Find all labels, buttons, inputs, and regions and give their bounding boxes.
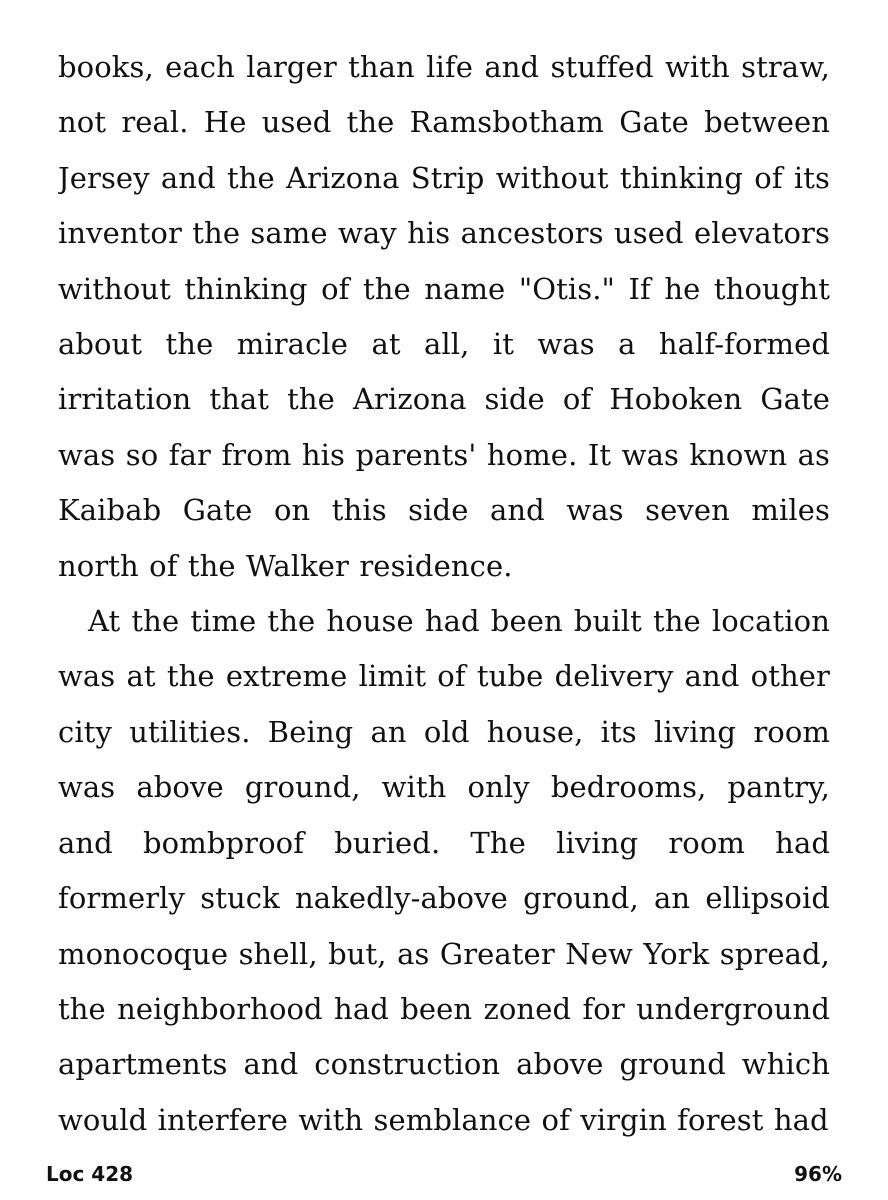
reader-page[interactable] [58, 40, 830, 1150]
location-indicator: Loc 428 [46, 1162, 134, 1186]
reading-progress: 96% [794, 1162, 842, 1186]
paragraph-1: books, each larger than life and stuffed with straw, not real. He used the Ramsbotham Gate between Jersey and the Arizona Strip without thinking of its inventor the same way his ancestors used elevators without thinking of the name "Otis." If he thought about the miracle at all, it was a half-formed irritation that the Arizona side of Hoboken Gate was so far from his parents' home. It was known as Kaibab Gate on this side and was seven miles north of the Walker residence. [58, 50, 830, 583]
paragraph-2: At the time the house had been built the location was at the extreme limit of tube delivery and other city utilities. Being an old house, its living room was above ground, with only bedrooms, pantry, and bombproof buried. The living room had formerly stuck nakedly-above ground, an ellipsoid monocoque shell, but, as Greater New York spread, the neighborhood had been zoned for underground apartments and construction above ground which would interfere with semblance of virgin forest had [58, 604, 830, 1137]
book-text [58, 40, 830, 1148]
